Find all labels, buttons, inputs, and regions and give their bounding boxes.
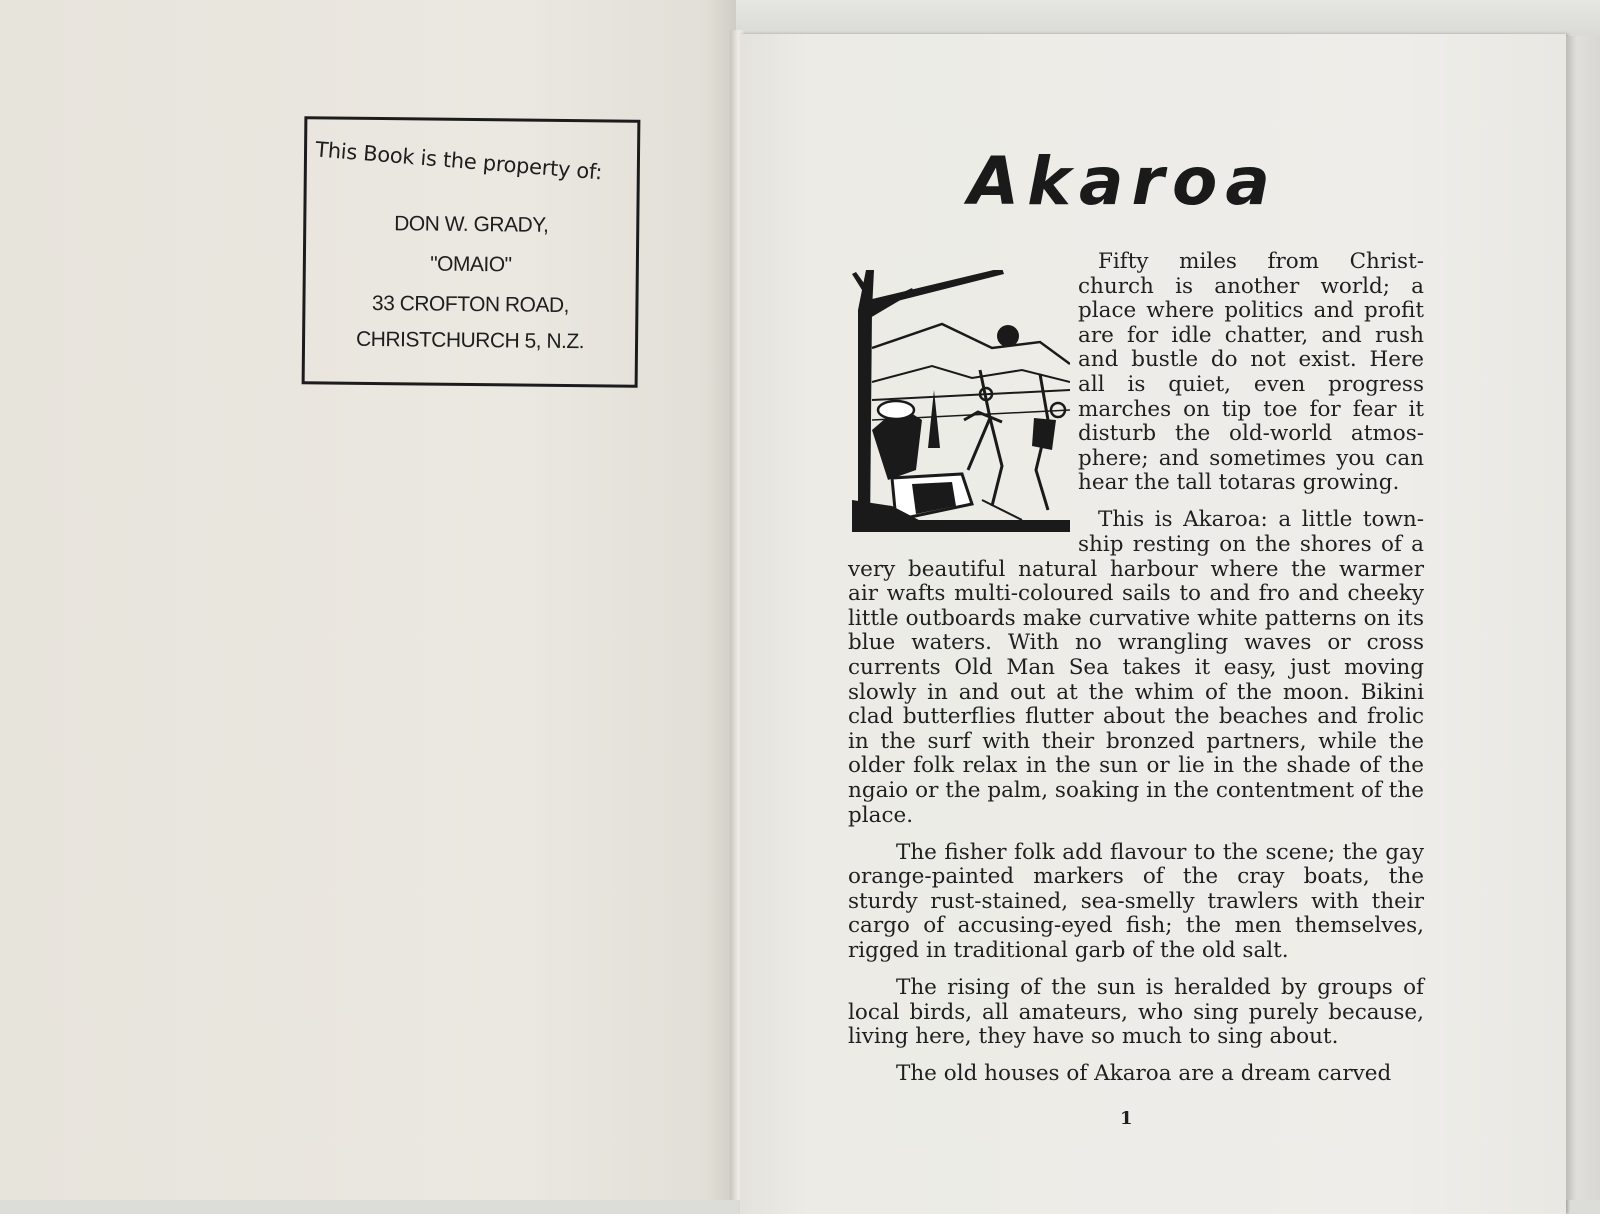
stamp-header: This Book is the property of: <box>314 137 604 185</box>
paragraph-1: Fifty miles from Christ-church is another world; a place where politics and profit are for idle chatter, and rush and bustle do not exist. Here all is quiet, even progress marches on tip toe for fear it disturb the old-world atmos-phere; and sometimes you can hear the tall totaras growing. <box>1078 249 1424 496</box>
paragraph-3: The fisher folk add flavour to the scene; the gay orange-painted markers of the cray boats, the sturdy rust-stained, sea-smelly trawlers with their cargo of accusing-eyed fish; the men themselves, rigged in traditional garb of the old salt. <box>848 839 1424 964</box>
stamp-line-city: CHRISTCHURCH 5, N.Z. <box>355 327 585 354</box>
page-edge-shadow <box>1566 36 1600 1200</box>
ownership-stamp <box>302 116 641 388</box>
paragraph-4: The rising of the sun is heralded by groups of local birds, all amateurs, who sing purely because, living here, they have so much to sing about. <box>848 975 1424 1050</box>
article-title: Akaroa <box>968 143 1278 220</box>
paragraph-5: The old houses of Akaroa are a dream carved <box>896 1061 1392 1087</box>
paragraph-2: This is Akaroa: a little town-ship resting on the shores of a very beautiful natural harbour where the warmer air wafts multi-coloured sails to and fro and cheeky little outboards make curvative white patterns on its blue waters. With no wrangling waves or cross currents Old Man Sea takes it easy, just moving slowly in and out at the whim of the moon. Bikini clad butterflies flutter about the beaches and frolic in the surf with their bronzed partners, while the older folk relax in the sun or lie in the shade of the ngaio or the palm, soaking in the contentment of the place. <box>848 507 1424 828</box>
stamp-line-name: DON W. GRADY, <box>394 212 549 237</box>
stamp-line-street: 33 CROFTON ROAD, <box>371 291 570 318</box>
stamp-line-house: "OMAIO" <box>430 252 512 277</box>
illustration-wrap <box>848 250 1078 540</box>
page-number: 1 <box>1120 1108 1133 1129</box>
article-body <box>848 250 1424 1100</box>
